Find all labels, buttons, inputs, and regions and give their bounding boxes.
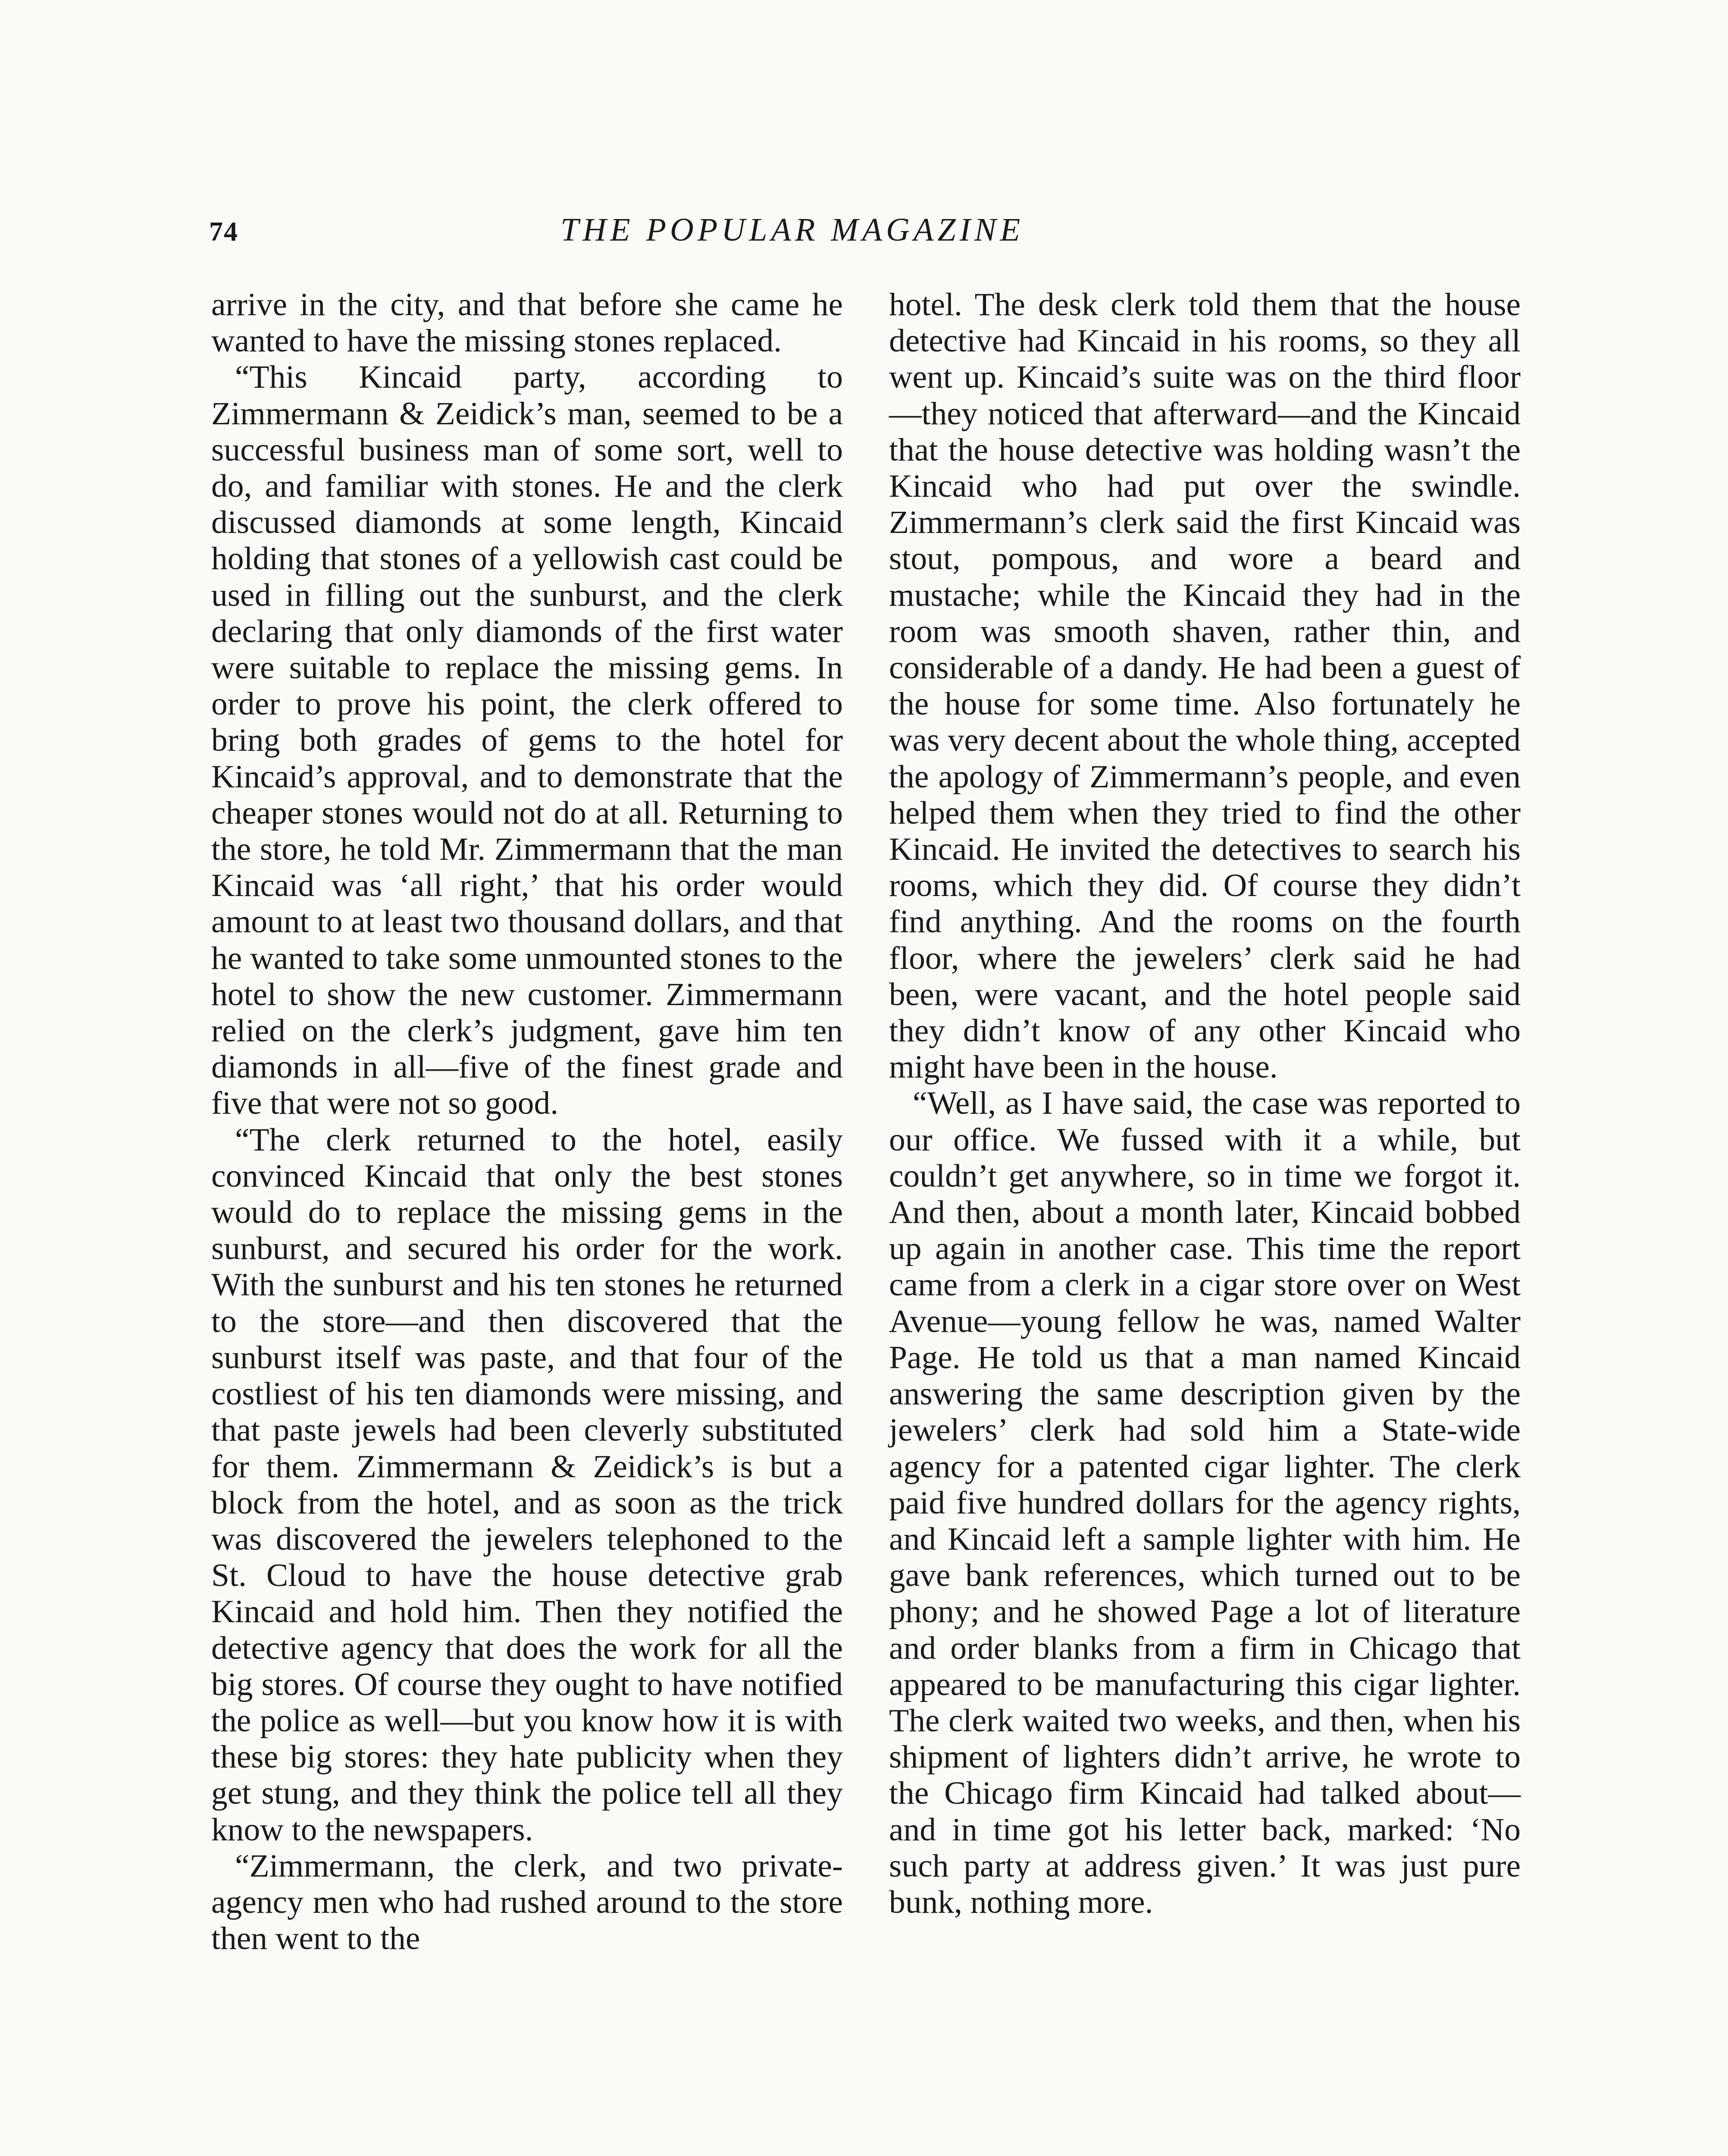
paragraph: “This Kincaid party, according to Zimmermann & Zeidick’s man, seemed to be a successful business man of some sort, well to do, and familiar with stones. He and the clerk discussed diamonds at some length, Kincaid holding that stones of a yellowish cast could be used in filling out the sunburst, and the clerk declaring that only diamonds of the first water were suitable to replace the missing gems. In order to prove his point, the clerk offered to bring both grades of gems to the hotel for Kincaid’s approval, and to demonstrate that the cheaper stones would not do at all. Returning to the store, he told Mr. Zimmermann that the man Kincaid was ‘all right,’ that his order would amount to at least two thousand dollars, and that he wanted to take some unmounted stones to the hotel to show the new customer. Zimmermann relied on the clerk’s judgment, gave him ten diamonds in all—five of the finest grade and five that were not so good. [211,359,843,1122]
left-column [211,287,843,1957]
running-head-title: THE POPULAR MAGAZINE [560,212,1024,248]
paragraph: “The clerk returned to the hotel, easily convinced Kincaid that only the best stones would do to replace the missing gems in the sunburst, and secured his order for the work. With the sunburst and his ten stones he returned to the store—and then discovered that the sunburst itself was paste, and that four of the costliest of his ten diamonds were missing, and that paste jewels had been cleverly substituted for them. Zimmermann & Zeidick’s is but a block from the hotel, and as soon as the trick was discovered the jewelers telephoned to the St. Cloud to have the house detective grab Kincaid and hold him. Then they notified the detective agency that does the work for all the big stores. Of course they ought to have notified the police as well—but you know how it is with these big stores: they hate publicity when they get stung, and they think the police tell all they know to the newspapers. [211,1122,843,1848]
paragraph: arrive in the city, and that before she came he wanted to have the missing stones replaced. [211,287,843,359]
right-column [889,287,1521,1921]
paragraph: “Well, as I have said, the case was reported to our office. We fussed with it a while, but couldn’t get anywhere, so in time we forgot it. And then, about a month later, Kincaid bobbed up again in another case. This time the report came from a clerk in a cigar store over on West Avenue—young fellow he was, named Walter Page. He told us that a man named Kincaid answering the same description given by the jewelers’ clerk had sold him a State-wide agency for a patented cigar lighter. The clerk paid five hundred dollars for the agency rights, and Kincaid left a sample lighter with him. He gave bank references, which turned out to be phony; and he showed Page a lot of literature and order blanks from a firm in Chicago that appeared to be manufacturing this cigar lighter. The clerk waited two weeks, and then, when his shipment of lighters didn’t arrive, he wrote to the Chicago firm Kincaid had talked about—and in time got his letter back, marked: ‘No such party at address given.’ It was just pure bunk, nothing more. [889,1085,1521,1920]
paragraph: hotel. The desk clerk told them that the house detective had Kincaid in his rooms, so they all went up. Kincaid’s suite was on the third floor—they noticed that afterward—and the Kincaid that the house detective was holding wasn’t the Kincaid who had put over the swindle. Zimmermann’s clerk said the first Kincaid was stout, pompous, and wore a beard and mustache; while the Kincaid they had in the room was smooth shaven, rather thin, and considerable of a dandy. He had been a guest of the house for some time. Also fortunately he was very decent about the whole thing, accepted the apology of Zimmermann’s people, and even helped them when they tried to find the other Kincaid. He invited the detectives to search his rooms, which they did. Of course they didn’t find anything. And the rooms on the fourth floor, where the jewelers’ clerk said he had been, were vacant, and the hotel people said they didn’t know of any other Kincaid who might have been in the house. [889,287,1521,1085]
page-number: 74 [209,216,238,247]
paragraph: “Zimmermann, the clerk, and two private-agency men who had rushed around to the store then went to the [211,1848,843,1957]
